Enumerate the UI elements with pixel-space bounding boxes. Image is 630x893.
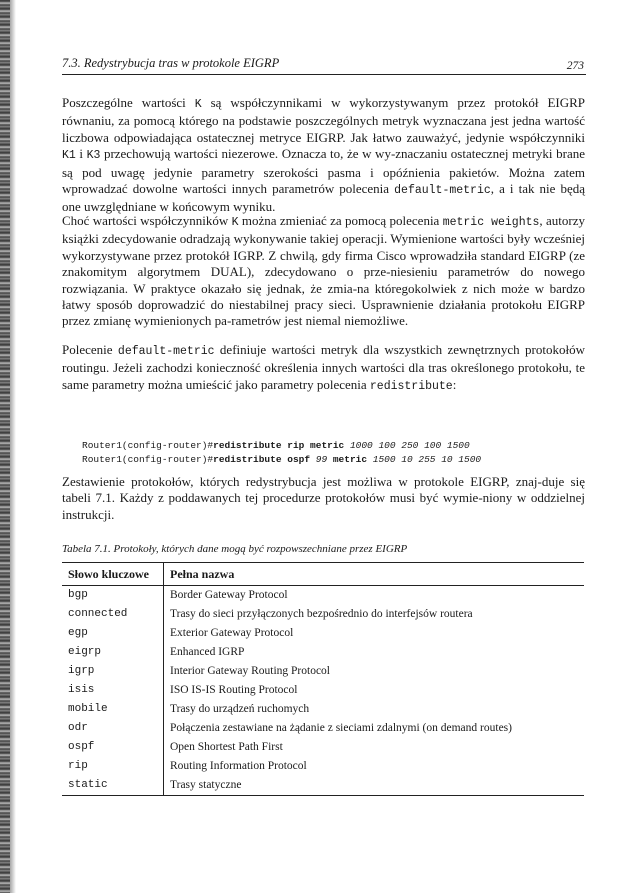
keyword-cell: ospf (62, 738, 164, 757)
code-k3: K3 (86, 149, 101, 163)
code-default-metric: default-metric (394, 184, 491, 198)
code-command: redistribute rip metric (213, 440, 345, 451)
code-default-metric: default-metric (117, 345, 215, 358)
table-row (62, 738, 584, 757)
text-run: Polecenie (62, 342, 118, 357)
table-caption: Tabela 7.1. Protokoły, których dane mogą być rozpowszechniane przez EIGRP (62, 543, 408, 555)
keyword-cell: eigrp (62, 643, 164, 662)
running-header (62, 56, 586, 75)
keyword-cell: connected (62, 605, 164, 624)
code-prompt: Router1(config-router)# (82, 440, 214, 451)
table-row (62, 719, 584, 738)
table-row (62, 605, 584, 624)
table-row (62, 586, 584, 606)
code-arg: 99 (310, 454, 333, 465)
table-header-row (62, 563, 584, 586)
chapter-title: 7.3. Redystrybucja tras w protokole EIGRP (62, 56, 280, 70)
text-run: i (75, 146, 87, 162)
code-keyword: metric (332, 454, 368, 465)
text-run: Zestawienie protokołów, których redystrybucja jest możliwa w protokole EIGRP, znaj-duje się tabeli 7.1. Każdy z poddawanych tej procedurze protokołów musi być wymie-niony w oddzielnej instrukcji. (62, 474, 585, 522)
code-args: 1000 100 250 100 1500 (344, 440, 470, 451)
code-k: K (194, 98, 202, 111)
code-redistribute: redistribute (369, 379, 453, 393)
name-cell: Trasy do urządzeń ruchomych (170, 703, 310, 715)
text-run: Poszczególne wartości (62, 95, 195, 110)
header-keyword: Słowo kluczowe (62, 563, 164, 586)
code-metric-weights: metric weights (442, 216, 540, 229)
text-run: Choć wartości współczynników (62, 213, 232, 228)
text-run: , a i tak nie będą one uwzględniane w końcowym wyniku. (62, 181, 586, 215)
protocol-table (62, 562, 584, 796)
keyword-cell: static (62, 776, 164, 796)
code-k: K (231, 216, 239, 229)
keyword-cell: rip (62, 757, 164, 776)
name-cell: Interior Gateway Routing Protocol (170, 665, 331, 677)
name-cell: Połączenia zestawiane na żądanie z sieciami zdalnymi (on demand routes) (170, 722, 512, 734)
table-row (62, 776, 584, 796)
table-row (62, 643, 584, 662)
code-k1: K1 (62, 149, 76, 163)
text-run: są współczynnikami w wykorzystywanym przez protokół EIGRP równaniu, za pomocą którego na podstawie poszczególnych metryk wyznaczana jest jedna wartość liczbowa odpowiadająca ostatecznej metryce EIGRP. Jak łatwo zauważyć, jedynie współczynniki (62, 95, 585, 145)
binding-gradient (10, 0, 16, 893)
keyword-cell: mobile (62, 700, 164, 719)
keyword-cell: odr (62, 719, 164, 738)
code-args: 1500 10 255 10 1500 (367, 454, 482, 465)
name-cell: Enhanced IGRP (170, 646, 245, 658)
code-line-rip (82, 439, 582, 453)
name-cell: ISO IS-IS Routing Protocol (170, 684, 298, 696)
text-run: , autorzy książki zdecydowanie odradzają wykonywanie takiej operacji. Wymienione wartości były wcześniej wykorzystywane przez protokół IGRP. Z chwilą, gdy firma Cisco wprowadziła standard EIGRP (ze znakomitym algorytmem DUAL), zdecydowano o prze-niesieniu parametrów do nowego rozwiązania. W praktyce okazało się jednak, że zmia-na któregokolwiek z nich może w bardzo łatwy sposób doprowadzić do niestabilnej pracy sieci. Usprawnienie działania protokołu EIGRP przez zmianę wymienionych pa-rametrów jest niemal niemożliwe. (62, 213, 585, 329)
table-row (62, 624, 584, 643)
keyword-cell: igrp (62, 662, 164, 681)
paragraph-metric-weights (62, 213, 585, 330)
name-cell: Routing Information Protocol (170, 760, 307, 772)
name-cell: Exterior Gateway Protocol (170, 627, 294, 639)
name-cell: Open Shortest Path First (170, 741, 283, 753)
name-cell: Border Gateway Protocol (170, 589, 288, 601)
book-spine-shadow (0, 0, 10, 893)
keyword-cell: egp (62, 624, 164, 643)
text-run: można zmieniać za pomocą polecenia (238, 213, 443, 228)
table-row (62, 681, 584, 700)
page-number: 273 (566, 60, 584, 72)
name-cell: Trasy do sieci przyłączonych bezpośrednio do interfejsów routera (170, 608, 473, 620)
code-prompt: Router1(config-router)# (82, 454, 214, 465)
keyword-cell: bgp (62, 586, 164, 606)
table-row (62, 700, 584, 719)
table-row (62, 757, 584, 776)
table-row (62, 662, 584, 681)
name-cell: Trasy statyczne (164, 776, 585, 796)
text-run: przechowują wartości niezerowe. Oznacza to, że w wy-znaczaniu ostatecznej metryki brane są pod uwagę jedynie parametry szerokości pasma i opóźnienia pakietów. Można zatem wprowadzać dowolne wartości innych parametrów polecenia (62, 146, 585, 197)
code-command: redistribute ospf (213, 454, 311, 465)
code-line-ospf (82, 453, 582, 467)
header-full-name: Pełna nazwa (164, 563, 585, 586)
paragraph-table-intro (62, 474, 585, 523)
paragraph-default-metric (62, 342, 585, 395)
paragraph-k-coefficients (62, 95, 585, 216)
text-run: definiuje wartości metryk dla wszystkich zewnętrznych protokołów routingu. Jeżeli zachodzi konieczność określenia innych wartości dla tras określonego protokołu, te same parametry można umieścić jako parametry polecenia (62, 342, 585, 392)
keyword-cell: isis (62, 681, 164, 700)
text-run: : (452, 376, 457, 392)
